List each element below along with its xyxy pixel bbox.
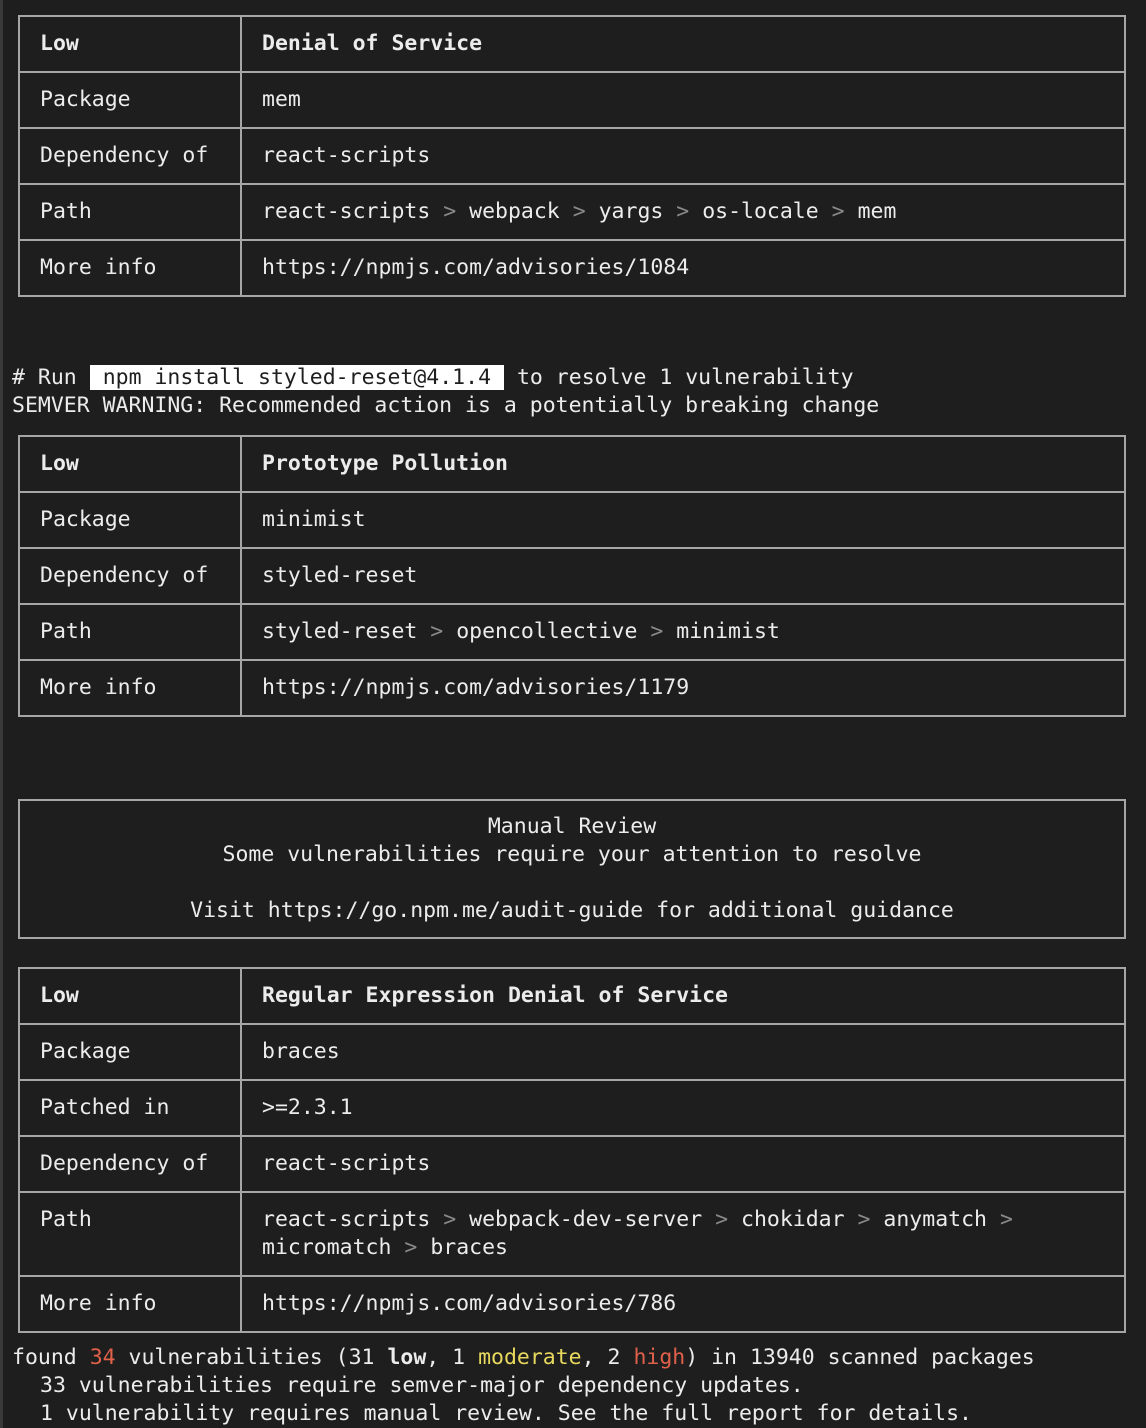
summary-manual-line: 1 vulnerability requires manual review. See the full report for details. <box>40 1401 972 1426</box>
severity-label: Low <box>20 969 242 1023</box>
advisory-table-mem <box>18 15 1126 297</box>
row-key: Dependency of <box>20 1137 242 1191</box>
summary-high: high <box>633 1345 686 1370</box>
path-separator: > <box>443 1207 457 1232</box>
path-separator: > <box>831 199 845 224</box>
dependency-path <box>242 185 1124 239</box>
row-value: react-scripts <box>262 143 431 168</box>
advisory-title: Regular Expression Denial of Service <box>262 983 728 1008</box>
path-separator: > <box>999 1207 1013 1232</box>
row-value: mem <box>262 87 301 112</box>
table-row <box>20 659 1124 715</box>
row-key: More info <box>20 661 242 715</box>
advisory-table-minimist <box>18 435 1126 717</box>
dependency-path <box>242 1193 1124 1275</box>
severity-label: Low <box>20 437 242 491</box>
run-prefix: # Run <box>12 365 77 390</box>
table-row <box>20 491 1124 547</box>
path-separator: > <box>430 619 444 644</box>
advisory-link[interactable]: https://npmjs.com/advisories/1179 <box>262 675 690 700</box>
table-row <box>20 71 1124 127</box>
path-segment: yargs <box>598 199 664 224</box>
table-header-row <box>20 437 1124 491</box>
row-key: Path <box>20 605 242 659</box>
dependency-path <box>242 605 1124 659</box>
table-row <box>20 239 1124 295</box>
manual-review-line1: Some vulnerabilities require your attention to resolve <box>222 842 922 867</box>
manual-review-guidance: Visit https://go.npm.me/audit-guide for additional guidance <box>190 898 954 923</box>
advisory-title: Denial of Service <box>262 31 483 56</box>
severity-label: Low <box>20 17 242 71</box>
path-separator: > <box>857 1207 871 1232</box>
summary-vulns: vulnerabilities (31 <box>128 1345 375 1370</box>
path-segment: braces <box>430 1235 508 1260</box>
row-key: Dependency of <box>20 129 242 183</box>
table-row <box>20 603 1124 659</box>
window-left-edge <box>0 0 3 1428</box>
summary-moderate: moderate <box>478 1345 582 1370</box>
path-segment: anymatch <box>883 1207 987 1232</box>
row-value: styled-reset <box>262 563 418 588</box>
blank-line <box>20 869 1124 897</box>
table-row <box>20 183 1124 239</box>
advisory-table-braces <box>18 967 1126 1333</box>
path-segment: webpack <box>469 199 560 224</box>
table-header-row <box>20 969 1124 1023</box>
path-segment: os-locale <box>702 199 819 224</box>
highlighted-command[interactable]: npm install styled-reset@4.1.4 <box>90 365 504 390</box>
run-command-line <box>12 364 854 392</box>
row-key: Dependency of <box>20 549 242 603</box>
semver-warning: SEMVER WARNING: Recommended action is a potentially breaking change <box>12 393 880 418</box>
table-row <box>20 1135 1124 1191</box>
row-key: Patched in <box>20 1081 242 1135</box>
table-header-row <box>20 17 1124 71</box>
row-key: More info <box>20 1277 242 1331</box>
advisory-link[interactable]: https://npmjs.com/advisories/786 <box>262 1291 677 1316</box>
path-segment: minimist <box>676 619 780 644</box>
row-key: Package <box>20 493 242 547</box>
row-key: More info <box>20 241 242 295</box>
row-key: Path <box>20 185 242 239</box>
advisory-title: Prototype Pollution <box>262 451 508 476</box>
summary-sep: , 1 <box>426 1345 466 1370</box>
manual-review-title: Manual Review <box>487 814 657 839</box>
row-value: >=2.3.1 <box>262 1095 353 1120</box>
path-separator: > <box>650 619 664 644</box>
summary-total-count: 34 <box>89 1345 116 1370</box>
summary-sep: , 2 <box>581 1345 621 1370</box>
path-segment: react-scripts <box>262 199 431 224</box>
path-separator: > <box>676 199 690 224</box>
summary-low: low <box>387 1345 427 1370</box>
path-separator: > <box>443 199 457 224</box>
row-value: react-scripts <box>262 1151 431 1176</box>
table-row <box>20 127 1124 183</box>
path-segment: chokidar <box>741 1207 845 1232</box>
table-row <box>20 547 1124 603</box>
path-segment: react-scripts <box>262 1207 431 1232</box>
table-row <box>20 1275 1124 1331</box>
table-row <box>20 1191 1124 1275</box>
path-segment: micromatch <box>262 1235 392 1260</box>
path-segment: styled-reset <box>262 619 418 644</box>
path-separator: > <box>572 199 586 224</box>
summary-found: found <box>12 1345 77 1370</box>
row-value: braces <box>262 1039 340 1064</box>
row-key: Package <box>20 1025 242 1079</box>
table-row <box>20 1023 1124 1079</box>
summary-rest: ) in 13940 scanned packages <box>685 1345 1035 1370</box>
manual-review-box <box>18 799 1126 939</box>
summary-semver-line: 33 vulnerabilities require semver-major dependency updates. <box>40 1373 804 1398</box>
path-segment: opencollective <box>456 619 638 644</box>
advisory-link[interactable]: https://npmjs.com/advisories/1084 <box>262 255 690 280</box>
path-separator: > <box>404 1235 418 1260</box>
run-suffix: to resolve 1 vulnerability <box>516 365 854 390</box>
row-value: minimist <box>262 507 366 532</box>
table-row <box>20 1079 1124 1135</box>
path-segment: webpack-dev-server <box>469 1207 703 1232</box>
row-key: Path <box>20 1193 242 1275</box>
path-segment: mem <box>857 199 897 224</box>
row-key: Package <box>20 73 242 127</box>
summary-line <box>12 1344 1035 1372</box>
path-separator: > <box>715 1207 729 1232</box>
